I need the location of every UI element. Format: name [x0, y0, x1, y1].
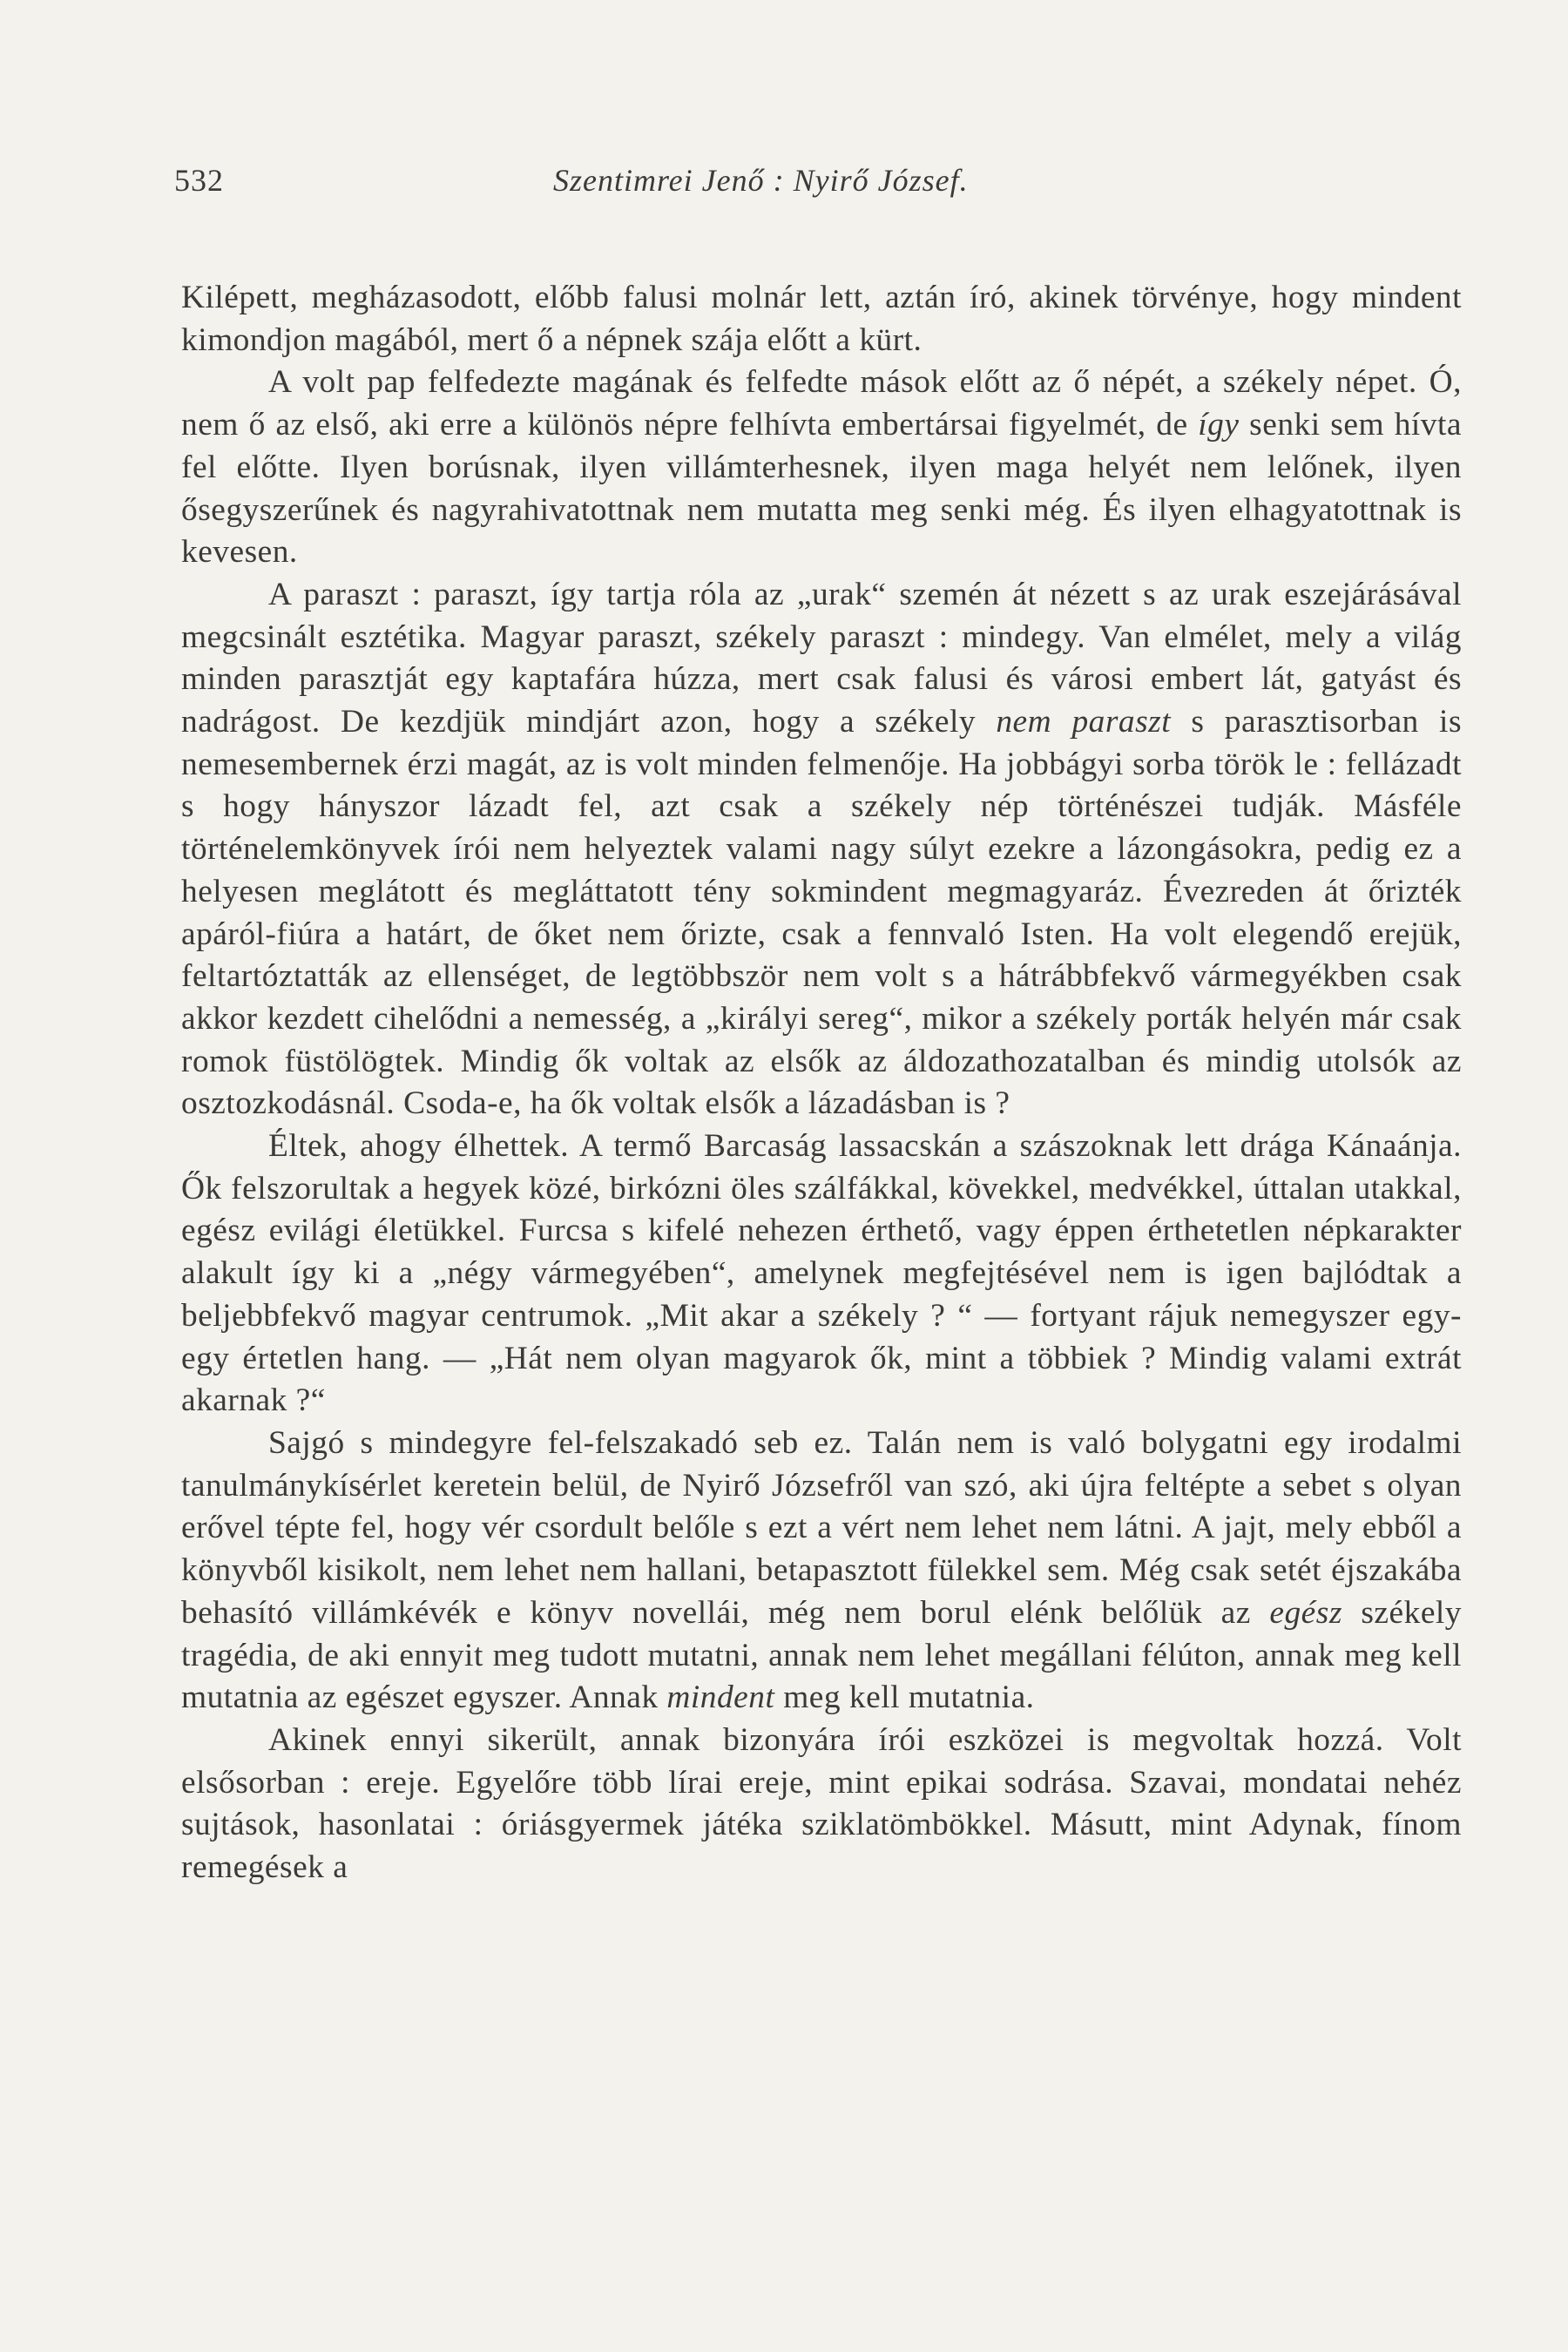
paragraph [181, 362, 1462, 574]
text-run: Sajgó s mindegyre fel-felszakadó seb ez. Talán nem is való bolygatni egy irodalmi tanulmánykísérlet keretein belül, de Nyirő Józsefről van szó, aki újra feltépte a sebet s olyan erővel tépte fel, hogy vér csordult belőle s ezt a vért nem lehet nem látni. A jajt, mely ebből a könyvből kisikolt, nem lehet nem hallani, betapasztott fülekkel sem. Még csak setét éjszakába behasító villámkévék e könyv novellái, még nem borul elénk belőlük az [181, 1424, 1462, 1631]
text-run: Akinek ennyi sikerült, annak bizonyára írói eszközei is megvoltak hozzá. Volt elsősorban : ereje. Egyelőre több lírai ereje, mint epikai sodrása. Szavai, mondatai nehéz sujtások, hasonlatai : óriásgyermek játéka sziklatömbökkel. Másutt, mint Adynak, fínom remegések a [181, 1721, 1462, 1886]
text-run: A paraszt : paraszt, így tartja róla az „urak“ szemén át nézett s az urak eszejárásával megcsinált esztétika. Magyar paraszt, székely paraszt : mindegy. Van elmélet, mely a világ minden parasztját egy kaptafára húzza, mert csak falusi és városi embert lát, gatyást és nadrágost. De kezdjük mindjárt azon, hogy a székely [181, 576, 1462, 740]
running-title: Szentimrei Jenő : Nyirő József. [553, 163, 969, 198]
body-text [181, 277, 1462, 1889]
page-header [174, 162, 1307, 214]
paragraph [181, 1720, 1462, 1889]
text-run: meg kell mutatnia. [774, 1680, 1035, 1716]
text-run: székely tragédia, de aki ennyit meg tudott mutatni, annak nem lehet megállani félúton, annak meg kell mutatnia az egészet egyszer. Annak [181, 1594, 1462, 1716]
page-number: 532 [174, 163, 224, 198]
text-run: s parasztisorban is nemesembernek érzi magát, az is volt minden felmenője. Ha jobbágyi sorba török le : fellázadt s hogy hányszor lázadt fel, azt csak a székely nép történészei tudják. Másféle történelemkönyvek írói nem helyeztek valami nagy súlyt ezekre a lázongásokra, pedig ez a helyesen meglátott és megláttatott tény sokmindent megmagyaráz. Évezreden át őrizték apáról-fiúra a határt, de őket nem őrizte, csak a fennvaló Isten. Ha volt elegendő erejük, feltartóztatták az ellenséget, de legtöbbször nem volt s a hátrábbfekvő vármegyékben csak akkor kezdett cihelődni a nemesség, a „királyi sereg“, mikor a székely porták helyén már csak romok füstölögtek. Mindig ők voltak az elsők az áldozathozatalban és mindig utolsók az osztozkodásnál. Csoda-e, ha ők voltak elsők a lázadásban is ? [181, 704, 1462, 1122]
text-run: senki sem hívta fel előtte. Ilyen borúsnak, ilyen villámterhesnek, ilyen maga helyét nem lelőnek, ilyen ősegyszerűnek és nagyrahivatottnak nem mutatta meg senki még. És ilyen elhagyatottnak is kevesen. [181, 407, 1462, 571]
paragraph [181, 1423, 1462, 1720]
text-run: A volt pap felfedezte magának és felfedte mások előtt az ő népét, a székely népet. Ó, nem ő az első, aki erre a különös népre felhívta embertársai figyelmét, de [181, 364, 1462, 443]
emphasis-text: nem paraszt [996, 704, 1172, 740]
text-run: Kilépett, megházasodott, előbb falusi molnár lett, aztán író, akinek törvénye, hogy mindent kimondjon magából, mert ő a népnek szája előtt a kürt. [181, 280, 1462, 358]
paragraph [181, 574, 1462, 1125]
paragraph [181, 1125, 1462, 1423]
text-run: Éltek, ahogy élhettek. A termő Barcaság lassacskán a szászoknak lett drága Kánaánja. Ők felszorultak a hegyek közé, birkózni öles szálfákkal, kövekkel, medvékkel, úttalan utakkal, egész evilági életükkel. Furcsa s kifelé nehezen érthető, vagy éppen érthetetlen népkarakter alakult így ki a „négy vármegyében“, amelynek megfejtésével nem is igen bajlódtak a beljebbfekvő magyar centrumok. „Mit akar a székely ? “ — fortyant rájuk nemegyszer egy-egy értetlen hang. — „Hát nem olyan magyarok ők, mint a többiek ? Mindig valami extrát akarnak ?“ [181, 1128, 1462, 1419]
paragraph [181, 277, 1462, 362]
emphasis-text: így [1198, 407, 1240, 443]
emphasis-text: egész [1269, 1594, 1342, 1631]
emphasis-text: mindent [666, 1680, 775, 1716]
